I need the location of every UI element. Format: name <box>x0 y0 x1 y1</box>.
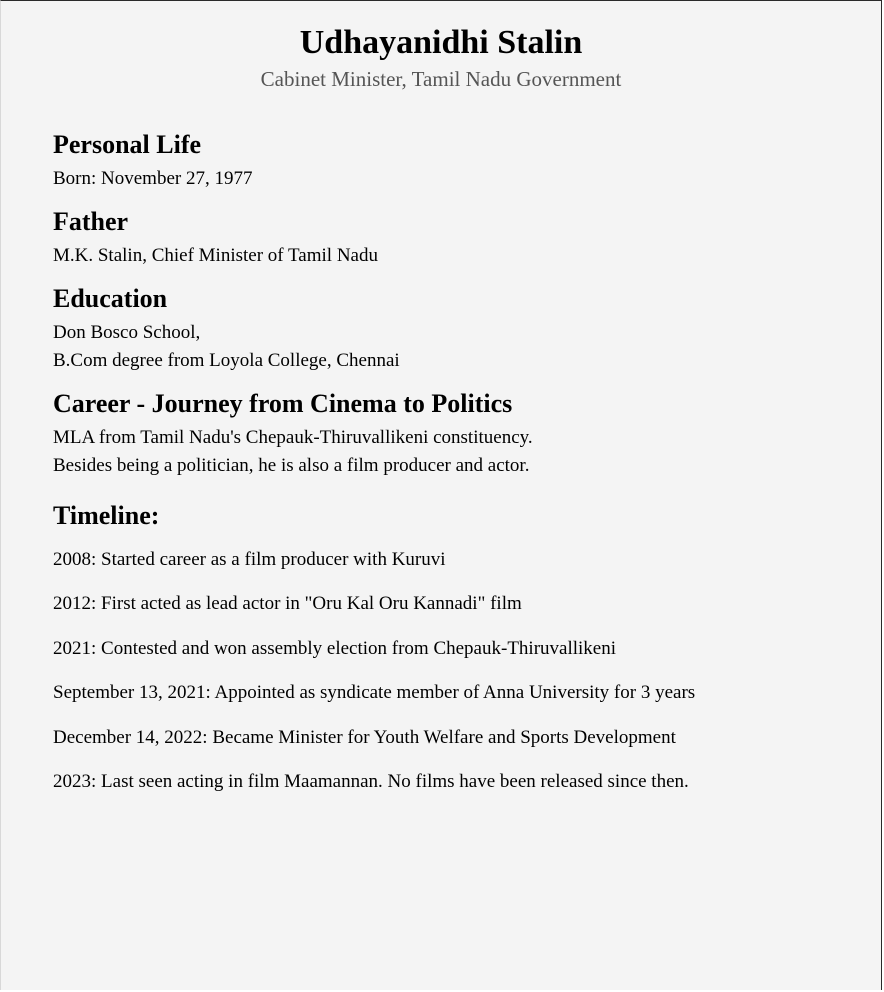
section-heading: Father <box>53 207 129 236</box>
section-career <box>53 388 841 480</box>
father-text: M.K. Stalin, Chief Minister of Tamil Nadu <box>53 245 378 266</box>
education-degree-text: B.Com degree from Loyola College, Chennai <box>53 350 400 371</box>
timeline-list <box>53 546 841 796</box>
page-subtitle: Cabinet Minister, Tamil Nadu Government <box>260 67 622 91</box>
section-heading: Personal Life <box>53 130 202 159</box>
section-heading: Career - Journey from Cinema to Politics <box>53 389 513 418</box>
career-producer-text: Besides being a politician, he is also a film producer and actor. <box>53 455 530 476</box>
timeline-item: December 14, 2022: Became Minister for Youth Welfare and Sports Development <box>53 726 676 748</box>
education-school-text: Don Bosco School, <box>53 322 201 343</box>
section-father <box>53 206 841 270</box>
timeline-item: September 13, 2021: Appointed as syndicate member of Anna University for 3 years <box>53 682 696 704</box>
profile-content <box>53 129 841 812</box>
timeline-item: 2021: Contested and won assembly election from Chepauk-Thiruvallikeni <box>53 637 617 659</box>
section-personal-life <box>53 129 841 193</box>
timeline-item: 2008: Started career as a film producer with Kuruvi <box>53 549 446 570</box>
timeline-heading: Timeline: <box>53 501 160 530</box>
section-heading: Education <box>53 284 168 313</box>
birth-date-text: Born: November 27, 1977 <box>53 168 253 189</box>
section-education <box>53 283 841 375</box>
profile-header <box>1 1 881 92</box>
timeline-item: 2023: Last seen acting in film Maamannan. No films have been released since then. <box>53 770 689 792</box>
career-mla-text: MLA from Tamil Nadu's Chepauk-Thiruvallikeni constituency. <box>53 427 533 448</box>
page-title: Udhayanidhi Stalin <box>299 24 583 61</box>
timeline-item: 2012: First acted as lead actor in "Oru Kal Oru Kannadi" film <box>53 593 522 615</box>
